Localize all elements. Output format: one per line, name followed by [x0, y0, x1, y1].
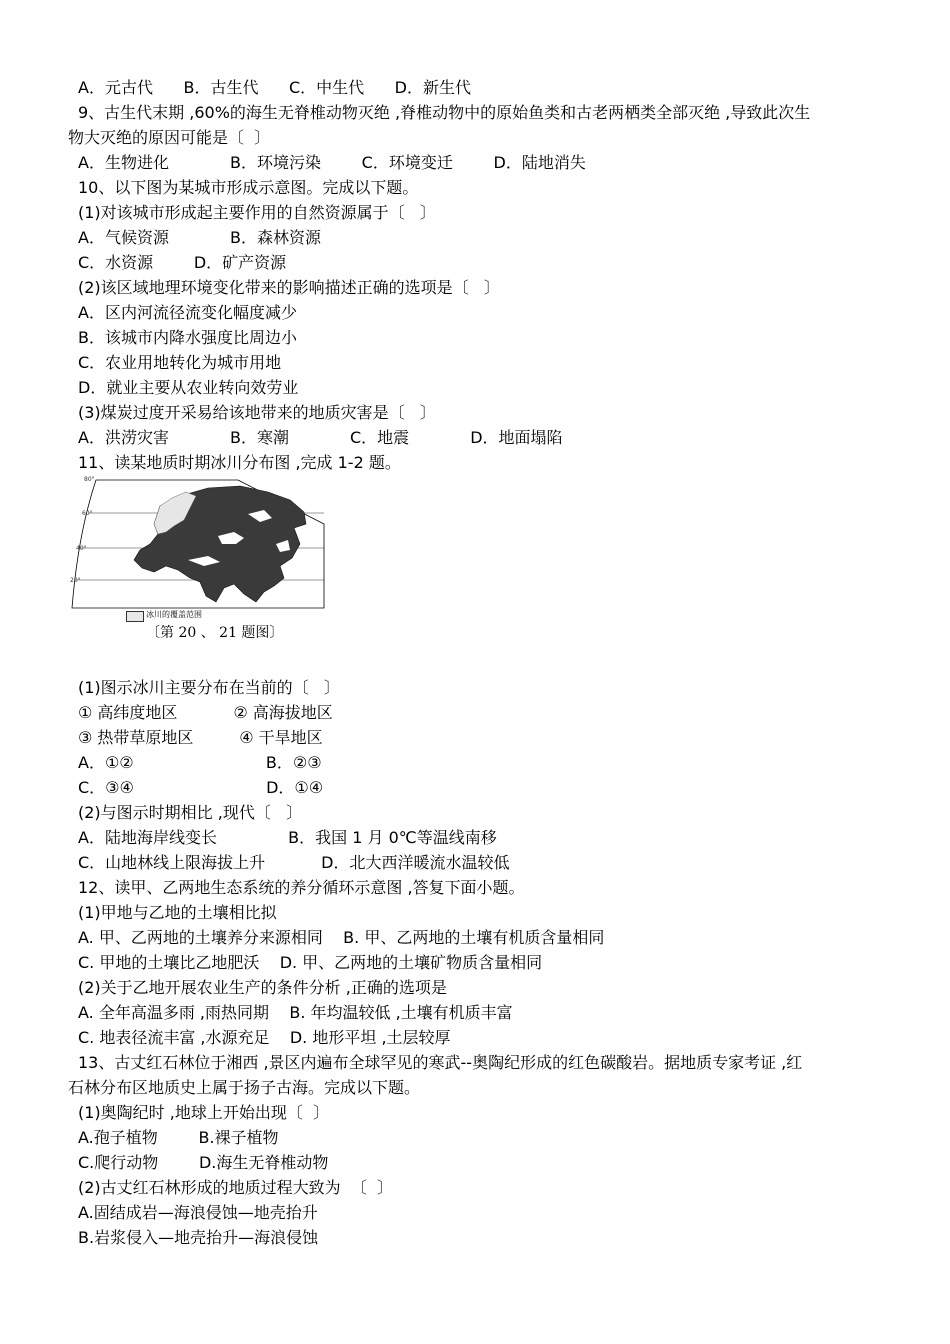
q8-options: A．元古代 B．古生代 C．中生代 D．新生代: [78, 78, 471, 97]
q13-stem-line1: 13、古丈红石林位于湘西 ,景区内遍布全球罕见的寒武--奥陶纪形成的红色碳酸岩。据地质专家考证 ,红: [78, 1053, 803, 1072]
lat-label-20: 20°: [70, 577, 81, 584]
q13-1-stem: (1)奥陶纪时 ,地球上开始出现〔 〕: [78, 1103, 330, 1122]
q13-1-options-ab: A.孢子植物 B.裸子植物: [78, 1128, 279, 1147]
q11-1-stem: (1)图示冰川主要分布在当前的〔 〕: [78, 678, 340, 697]
lat-label-40: 40°: [76, 545, 87, 552]
lat-label-80: 80°: [84, 476, 95, 483]
q12-1-options-cd: C. 甲地的土壤比乙地肥沃 D. 甲、乙两地的土壤矿物质含量相同: [78, 953, 543, 972]
q11-1-options-cd: C．③④ D．①④: [78, 778, 324, 797]
q13-2-option-b: B.岩浆侵入—地壳抬升—海浪侵蚀: [78, 1228, 319, 1247]
lat-label-60: 60°: [82, 510, 93, 517]
q12-2-options-cd: C. 地表径流丰富 ,水源充足 D. 地形平坦 ,土层较厚: [78, 1028, 451, 1047]
q10-1-options-ab: A．气候资源 B．森林资源: [78, 228, 321, 247]
figure-caption: 〔第 20 、 21 题图〕: [146, 625, 284, 641]
q11-stem: 11、读某地质时期冰川分布图 ,完成 1-2 题。: [78, 453, 401, 472]
q11-1-options-ab: A．①② B．②③: [78, 753, 322, 772]
q10-2-option-b: B．该城市内降水强度比周边小: [78, 328, 297, 347]
legend-label: 冰川的覆盖范围: [146, 610, 202, 619]
legend-swatch: [126, 611, 144, 622]
q13-1-options-cd: C.爬行动物 D.海生无脊椎动物: [78, 1153, 329, 1172]
q11-2-options-ab: A．陆地海岸线变长 B．我国 1 月 0℃等温线南移: [78, 828, 497, 847]
q13-stem-line2: 石林分布区地质史上属于扬子古海。完成以下题。: [68, 1078, 421, 1097]
q10-2-option-d: D．就业主要从农业转向效劳业: [78, 378, 299, 397]
q10-3-options: A．洪涝灾害 B．寒潮 C．地震 D．地面塌陷: [78, 428, 563, 447]
q12-1-options-ab: A. 甲、乙两地的土壤养分来源相同 B. 甲、乙两地的土壤有机质含量相同: [78, 928, 605, 947]
q11-1-choices-34: ③ 热带草原地区 ④ 干旱地区: [78, 728, 323, 747]
q12-stem: 12、读甲、乙两地生态系统的养分循环示意图 ,答复下面小题。: [78, 878, 525, 897]
q12-2-stem: (2)关于乙地开展农业生产的条件分析 ,正确的选项是: [78, 978, 447, 997]
q10-1-options-cd: C．水资源 D．矿产资源: [78, 253, 287, 272]
q12-1-stem: (1)甲地与乙地的土壤相比拟: [78, 903, 277, 922]
q10-1-stem: (1)对该城市形成起主要作用的自然资源属于〔 〕: [78, 203, 436, 222]
q13-2-stem: (2)古丈红石林形成的地质过程大致为 〔 〕: [78, 1178, 394, 1197]
q9-options: A．生物进化 B．环境污染 C．环境变迁 D．陆地消失: [78, 153, 586, 172]
q10-2-option-c: C．农业用地转化为城市用地: [78, 353, 282, 372]
q10-2-option-a: A．区内河流径流变化幅度减少: [78, 303, 297, 322]
q9-stem-line1: 9、古生代末期 ,60%的海生无脊椎动物灭绝 ,脊椎动物中的原始鱼类和古老两栖类全部灭绝 ,导致此次生: [78, 103, 811, 122]
q10-stem: 10、以下图为某城市形成示意图。完成以下题。: [78, 178, 419, 197]
glacier-map-figure: [68, 474, 330, 624]
q9-stem-line2: 物大灭绝的原因可能是〔 〕: [68, 128, 271, 147]
q11-1-choices-12: ① 高纬度地区 ② 高海拔地区: [78, 703, 333, 722]
q13-2-option-a: A.固结成岩—海浪侵蚀—地壳抬升: [78, 1203, 318, 1222]
q11-2-stem: (2)与图示时期相比 ,现代〔 〕: [78, 803, 303, 822]
q10-3-stem: (3)煤炭过度开采易给该地带来的地质灾害是〔 〕: [78, 403, 436, 422]
q10-2-stem: (2)该区域地理环境变化带来的影响描述正确的选项是〔 〕: [78, 278, 500, 297]
q11-2-options-cd: C．山地林线上限海拔上升 D．北大西洋暖流水温较低: [78, 853, 510, 872]
q12-2-options-ab: A. 全年高温多雨 ,雨热同期 B. 年均温较低 ,土壤有机质丰富: [78, 1003, 513, 1022]
